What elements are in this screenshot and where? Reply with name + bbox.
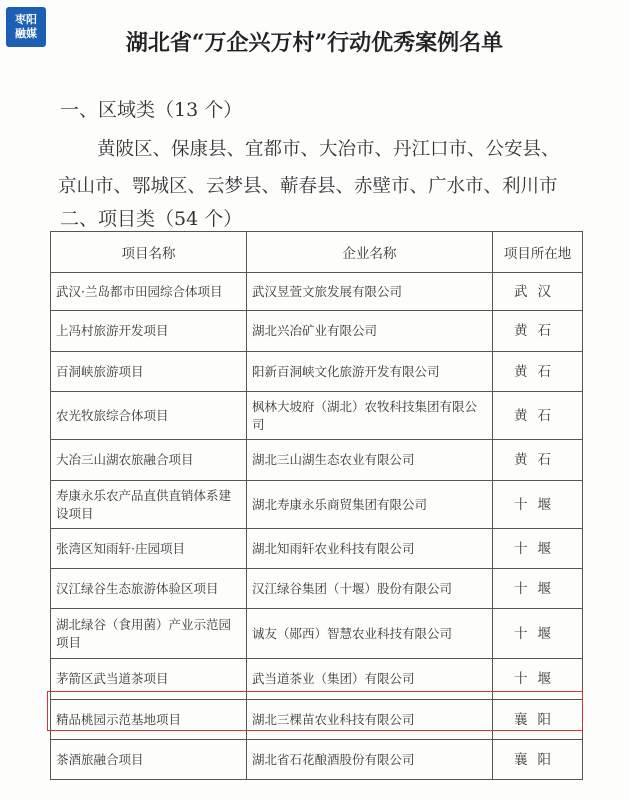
header-location: 项目所在地	[493, 232, 583, 273]
project-name: 上冯村旅游开发项目	[51, 311, 247, 352]
region-list-line-2: 京山市、鄂城区、云梦县、蕲春县、赤壁市、广水市、利川市	[58, 176, 558, 197]
project-location: 黄石	[493, 392, 583, 440]
project-name: 汉江绿谷生态旅游体验区项目	[51, 569, 247, 609]
table-row	[51, 700, 583, 740]
project-name: 大冶三山湖农旅融合项目	[51, 440, 247, 481]
project-location: 十堰	[493, 481, 583, 529]
table-row	[51, 481, 583, 529]
project-location: 十堰	[493, 529, 583, 569]
company-name: 诚友（郧西）智慧农业科技有限公司	[247, 609, 493, 659]
company-name: 湖北兴冶矿业有限公司	[247, 311, 493, 352]
table-row	[51, 273, 583, 311]
project-location: 襄阳	[493, 740, 583, 780]
company-name: 湖北三山湖生态农业有限公司	[247, 440, 493, 481]
logo-line-2: 融媒	[15, 27, 37, 40]
project-name: 精品桃园示范基地项目	[51, 700, 247, 740]
project-table	[50, 231, 583, 780]
project-name: 茶酒旅融合项目	[51, 740, 247, 780]
table-row	[51, 740, 583, 780]
table-row	[51, 529, 583, 569]
table-row	[51, 569, 583, 609]
company-name: 汉江绿谷集团（十堰）股份有限公司	[247, 569, 493, 609]
project-location: 十堰	[493, 659, 583, 700]
section-heading-project: 二、项目类（54 个）	[60, 208, 243, 230]
table-header-row	[51, 232, 583, 273]
header-project-name: 项目名称	[51, 232, 247, 273]
project-location: 黄石	[493, 311, 583, 352]
section-heading-region: 一、区域类（13 个）	[60, 99, 243, 121]
project-name: 茅箭区武当道茶项目	[51, 659, 247, 700]
project-name: 农光牧旅综合体项目	[51, 392, 247, 440]
project-location: 十堰	[493, 569, 583, 609]
company-name: 阳新百洞峡文化旅游开发有限公司	[247, 352, 493, 392]
region-list-line-1: 黄陂区、保康县、宜都市、大冶市、丹江口市、公安县、	[97, 139, 560, 160]
project-location: 黄石	[493, 352, 583, 392]
project-name: 湖北绿谷（食用菌）产业示范园项目	[51, 609, 247, 659]
project-location: 襄阳	[493, 700, 583, 740]
company-name: 湖北寿康永乐商贸集团有限公司	[247, 481, 493, 529]
project-location: 武汉	[493, 273, 583, 311]
table-row	[51, 311, 583, 352]
company-name: 湖北省石花酿酒股份有限公司	[247, 740, 493, 780]
company-name: 武汉昱萱文旅发展有限公司	[247, 273, 493, 311]
company-name: 湖北三棵苗农业科技有限公司	[247, 700, 493, 740]
logo-line-1: 枣阳	[15, 13, 37, 26]
company-name: 枫林大坡府（湖北）农牧科技集团有限公司	[247, 392, 493, 440]
table-row	[51, 392, 583, 440]
project-location: 黄石	[493, 440, 583, 481]
project-name: 百洞峡旅游项目	[51, 352, 247, 392]
company-name: 武当道茶业（集团）有限公司	[247, 659, 493, 700]
project-name: 寿康永乐农产品直供直销体系建设项目	[51, 481, 247, 529]
table-row	[51, 440, 583, 481]
project-name: 武汉·兰岛都市田园综合体项目	[51, 273, 247, 311]
table-row	[51, 352, 583, 392]
document-title: 湖北省“万企兴万村”行动优秀案例名单	[125, 30, 504, 56]
header-company-name: 企业名称	[247, 232, 493, 273]
table-row	[51, 659, 583, 700]
project-location: 十堰	[493, 609, 583, 659]
project-name: 张湾区知雨轩·庄园项目	[51, 529, 247, 569]
company-name: 湖北知雨轩农业科技有限公司	[247, 529, 493, 569]
table-row	[51, 609, 583, 659]
